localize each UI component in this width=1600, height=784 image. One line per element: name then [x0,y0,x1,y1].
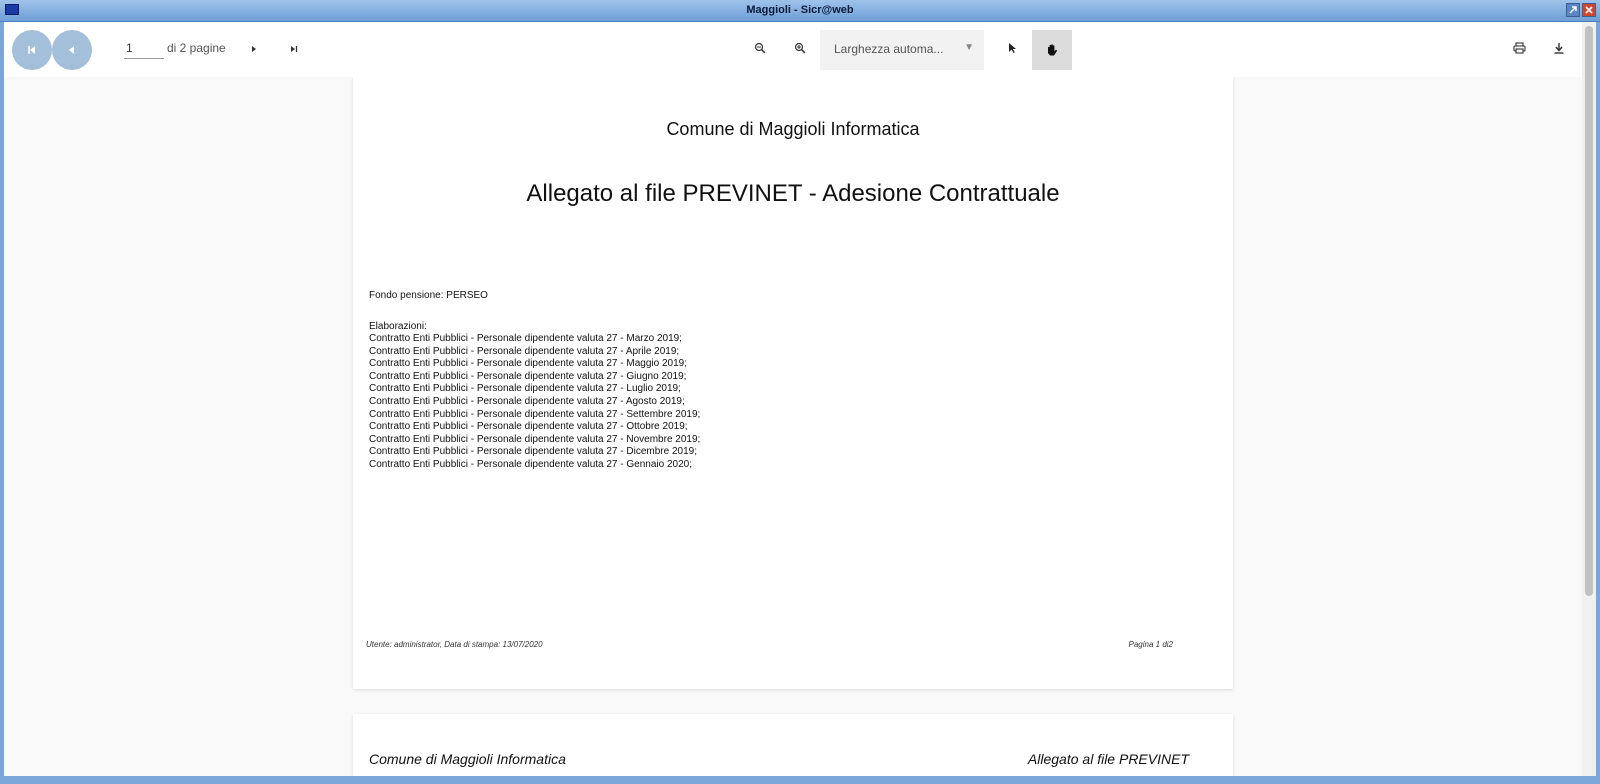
close-icon[interactable] [1582,3,1596,17]
zoom-in-icon [794,42,806,54]
list-item: Contratto Enti Pubblici - Personale dipendente valuta 27 - Maggio 2019; [369,358,687,370]
first-page-button[interactable] [12,30,52,70]
hand-tool-button[interactable] [1032,30,1072,70]
next-page-icon [249,44,259,54]
print-button[interactable] [1509,40,1529,60]
list-item: Contratto Enti Pubblici - Personale dipendente valuta 27 - Novembre 2019; [369,433,701,445]
print-info-footer: Utente: administrator, Data di stampa: 13/07/2020 [366,640,543,649]
download-icon [1553,42,1565,54]
zoom-out-icon [754,42,766,54]
page-number-footer: Pagina 1 di2 [1128,640,1173,649]
vertical-scrollbar[interactable] [1582,22,1596,776]
zoom-out-button[interactable] [750,40,770,60]
page-count-label: di 2 pagine [167,41,226,55]
last-page-icon [289,44,299,54]
hand-icon [1045,43,1059,57]
chevron-down-icon: ▼ [964,42,974,53]
list-item: Contratto Enti Pubblici - Personale dipendente valuta 27 - Gennaio 2020; [369,458,692,470]
zoom-select[interactable] [820,30,984,70]
pension-fund-label: Fondo pensione: PERSEO [369,290,488,301]
list-item: Contratto Enti Pubblici - Personale dipendente valuta 27 - Settembre 2019; [369,408,701,420]
document-header: Comune di Maggioli Informatica [666,119,920,139]
page-number-input[interactable] [124,38,164,59]
download-button[interactable] [1549,40,1569,60]
pdf-page-2 [353,714,1233,776]
page2-header-left: Comune di Maggioli Informatica [369,751,566,767]
window-frame-bottom [0,776,1600,784]
elaborations-list [369,333,700,472]
zoom-select-value: Larghezza automa... [834,42,944,56]
list-item: Contratto Enti Pubblici - Personale dipendente valuta 27 - Agosto 2019; [369,395,685,407]
list-item: Contratto Enti Pubblici - Personale dipendente valuta 27 - Aprile 2019; [369,345,680,357]
pdf-toolbar [4,22,1582,77]
list-item: Contratto Enti Pubblici - Personale dipendente valuta 27 - Marzo 2019; [369,333,682,344]
zoom-in-button[interactable] [790,40,810,60]
page2-header-right: Allegato al file PREVINET [1027,751,1189,767]
cursor-icon [1007,42,1017,54]
first-page-icon [26,44,38,56]
list-item: Contratto Enti Pubblici - Personale dipendente valuta 27 - Giugno 2019; [369,370,687,382]
window-titlebar [0,0,1600,22]
last-page-button[interactable] [284,40,304,60]
document-title: Allegato al file PREVINET - Adesione Contrattuale [526,180,1060,207]
list-item: Contratto Enti Pubblici - Personale dipendente valuta 27 - Luglio 2019; [369,383,681,395]
document-viewer[interactable] [4,77,1582,776]
select-tool-button[interactable] [1002,40,1022,60]
pdf-page-1 [353,77,1233,689]
list-item: Contratto Enti Pubblici - Personale dipendente valuta 27 - Dicembre 2019; [369,446,697,458]
previous-page-icon [66,44,78,56]
elaborations-title: Elaborazioni: [369,321,427,332]
print-icon [1513,42,1526,54]
window-frame-right [1596,22,1600,784]
next-page-button[interactable] [244,40,264,60]
previous-page-button[interactable] [52,30,92,70]
window-title: Maggioli - Sicr@web [746,4,854,16]
list-item: Contratto Enti Pubblici - Personale dipendente valuta 27 - Ottobre 2019; [369,421,688,433]
scrollbar-thumb[interactable] [1585,26,1593,596]
maximize-icon[interactable] [1566,3,1580,17]
